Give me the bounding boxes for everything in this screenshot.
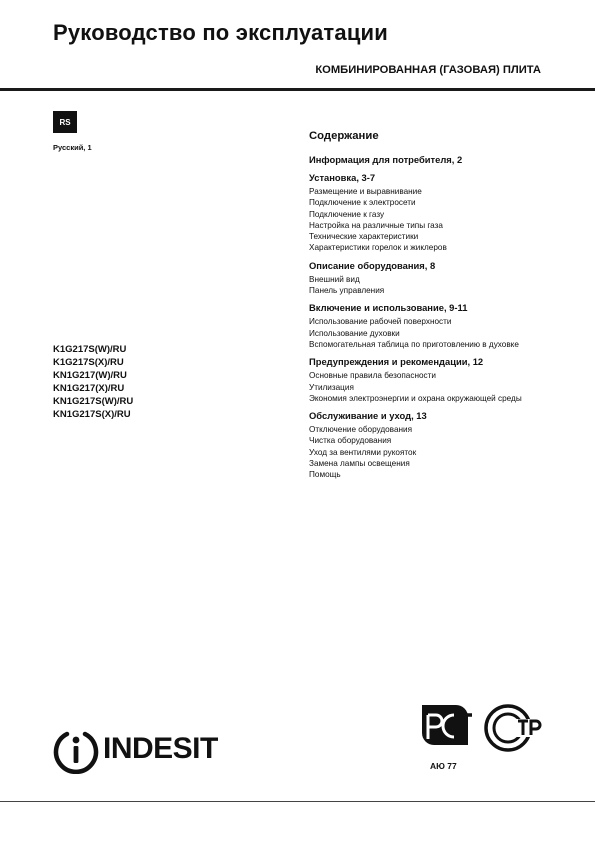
toc-section-title: Информация для потребителя, 2 [309,154,463,165]
page-title: Руководство по эксплуатации [53,20,389,45]
model-item: KN1G217(X)/RU [53,383,125,394]
toc-item: Помощь [309,470,341,480]
certification-marks [414,701,544,781]
toc-section [309,154,549,166]
rst-certification-icon [414,701,476,755]
toc-section [309,260,549,297]
toc-section-title: Включение и использование, 9-11 [309,302,468,314]
model-item: K1G217S(X)/RU [53,357,124,368]
indesit-logo-icon [53,726,99,774]
toc-item-list [309,424,549,480]
model-item: KN1G217S(X)/RU [53,409,131,420]
toc-item: Внешний вид [309,274,360,284]
toc-section [309,356,549,404]
toc-item: Характеристики горелок и жиклеров [309,243,447,253]
toc-item: Основные правила безопасности [309,371,436,381]
toc-item-list [309,274,549,297]
toc-section-title: Установка, 3-7 [309,172,376,183]
model-item: K1G217S(W)/RU [53,344,127,355]
toc-section-title: Предупреждения и рекомендации, 12 [309,356,484,368]
toc-item: Размещение и выравнивание [309,187,422,196]
toc-heading: Содержание [309,130,379,142]
toc-item: Использование рабочей поверхности [309,317,452,327]
model-list [53,343,133,421]
toc-item-list [309,316,549,350]
language-line: Русский, 1 [53,143,92,152]
model-item: KN1G217(W)/RU [53,370,127,381]
ctp-certification-icon [482,701,546,755]
table-of-contents [309,130,549,487]
toc-item: Подключение к газу [309,209,385,219]
toc-item: Технические характеристики [309,232,419,242]
header-divider [0,88,595,91]
brand-logo [53,726,233,776]
toc-item: Замена лампы освещения [309,459,410,469]
toc-item: Настройка на различные типы газа [309,220,443,230]
toc-item: Панель управления [309,286,385,296]
toc-section [309,410,549,480]
model-item: KN1G217S(W)/RU [53,396,134,407]
brand-wordmark: INDESIT [103,732,218,765]
toc-item: Вспомогательная таблица по приготовлению в духовке [309,339,519,349]
toc-item-list [309,186,549,254]
language-badge: RS [53,111,77,133]
toc-section-title: Описание оборудования, 8 [309,259,436,271]
toc-section [309,302,549,350]
toc-item: Подключение к электросети [309,198,416,208]
footer-divider [0,801,595,802]
page-subtitle: КОМБИНИРОВАННАЯ (ГАЗОВАЯ) ПЛИТА [315,64,541,76]
toc-section-title: Обслуживание и уход, 13 [309,410,427,422]
toc-item: Использование духовки [309,328,400,338]
toc-section [309,172,549,254]
certification-code: АЮ 77 [430,761,457,771]
toc-item: Утилизация [309,382,354,392]
toc-item: Экономия электроэнергии и охрана окружающей среды [309,393,522,403]
toc-item: Чистка оборудования [309,436,392,446]
toc-item: Уход за вентилями рукояток [309,447,417,457]
toc-item: Отключение оборудования [309,425,413,435]
toc-item-list [309,370,549,404]
